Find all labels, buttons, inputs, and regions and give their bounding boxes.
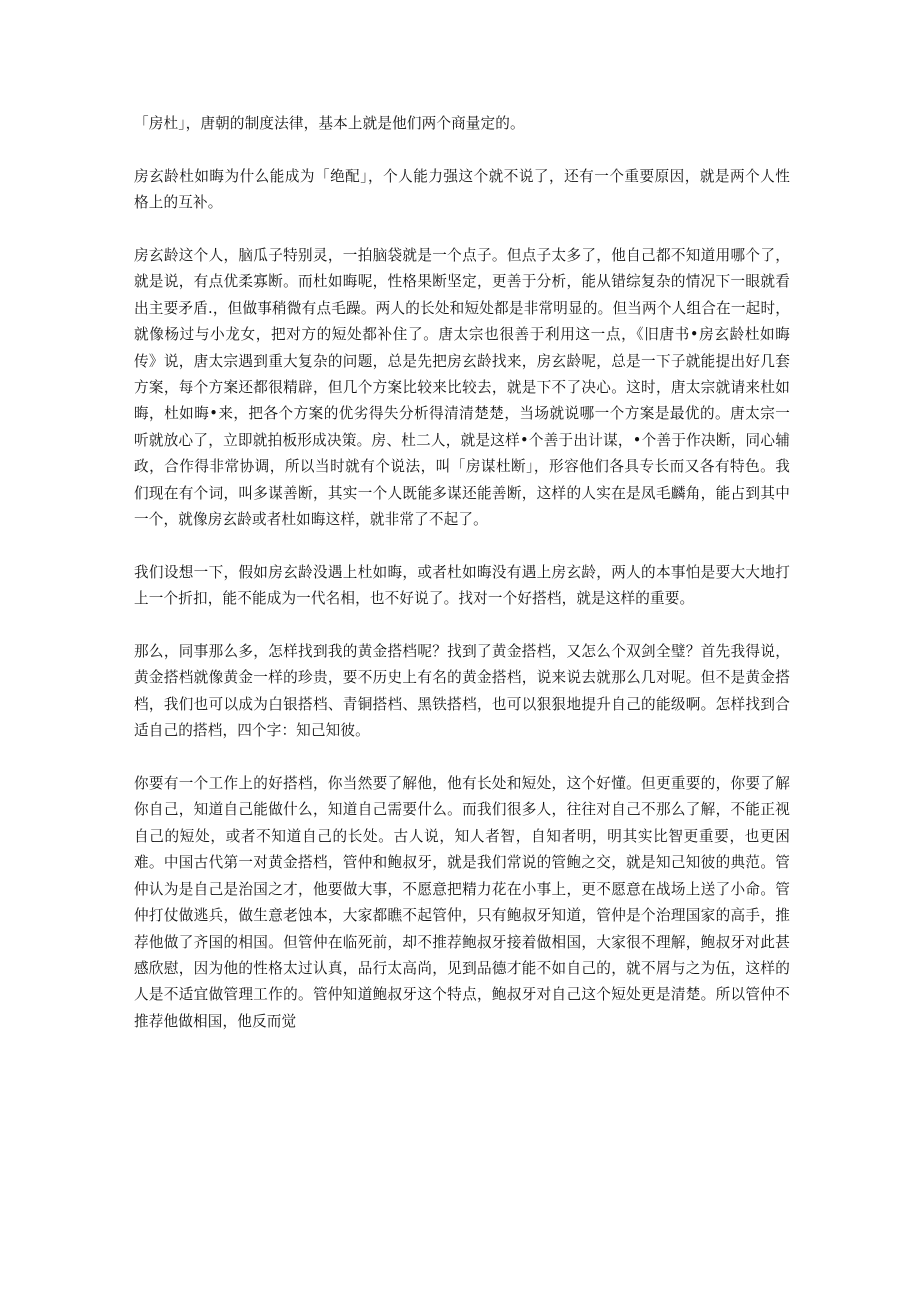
- paragraph: 我们设想一下，假如房玄龄没遇上杜如晦，或者杜如晦没有遇上房玄龄，两人的本事怕是要大大地打上一个折扣，能不能成为一代名相，也不好说了。找对一个好搭档，就是这样的重要。: [134, 563, 790, 608]
- paragraph: 房玄龄这个人，脑瓜子特别灵，一拍脑袋就是一个点子。但点子太多了，他自己都不知道用哪个了，就是说，有点优柔寡断。而杜如晦呢，性格果断坚定，更善于分析，能从错综复杂的情况下一眼就看出主要矛盾.，但做事稍微有点毛躁。两人的长处和短处都是非常明显的。但当两个人组合在一起时，就像杨过与小龙女，把对方的短处都补住了。唐太宗也很善于利用这一点，《旧唐书•房玄龄杜如晦传》说，唐太宗遇到重大复杂的问题，总是先把房玄龄找来，房玄龄呢，总是一下子就能提出好几套方案，每个方案还都很精辟，但几个方案比较来比较去，就是下不了决心。这时，唐太宗就请来杜如晦，杜如晦•来，把各个方案的优劣得失分析得清清楚楚，当场就说哪一个方案是最优的。唐太宗一听就放心了，立即就拍板形成决策。房、杜二人，就是这样•个善于出计谋，•个善于作决断，同心辅政，合作得非常协调，所以当时就有个说法，叫「房谋杜断」，形容他们各具专长而又各有特色。我们现在有个词，叫多谋善断，其实一个人既能多谋还能善断，这样的人实在是凤毛麟角，能占到其中一个，就像房玄龄或者杜如晦这样，就非常了不起了。: [134, 247, 790, 529]
- paragraph: 房玄龄杜如晦为什么能成为「绝配」，个人能力强这个就不说了，还有一个重要原因，就是两个人性格上的互补。: [134, 167, 790, 212]
- document-body: [134, 111, 790, 1035]
- paragraph: 你要有一个工作上的好搭档，你当然要了解他，他有长处和短处，这个好懂。但更重要的，你要了解你自己，知道自己能做什么，知道自己需要什么。而我们很多人，往往对自己不那么了解，不能正视自己的短处，或者不知道自己的长处。古人说，知人者智，自知者明，明其实比智更重要，也更困难。中国古代第一对黄金搭档，管仲和鲍叔牙，就是我们常说的管鲍之交，就是知己知彼的典范。管仲认为是自己是治国之才，他要做大事，不愿意把精力花在小事上，更不愿意在战场上送了小命。管仲打仗做逃兵，做生意老蚀本，大家都瞧不起管仲，只有鲍叔牙知道，管仲是个治理国家的高手，推荐他做了齐国的相国。但管仲在临死前，却不推荐鲍叔牙接着做相国，大家很不理解，鲍叔牙对此甚感欣慰，因为他的性格太过认真，品行太高尚，见到品德才能不如自己的，就不屑与之为伍，这样的人是不适宜做管理工作的。管仲知道鲍叔牙这个特点，鲍叔牙对自己这个短处更是清楚。所以管仲不推荐他做相国，他反而觉: [134, 775, 790, 1030]
- paragraph: 那么，同事那么多，怎样找到我的黄金搭档呢？找到了黄金搭档，又怎么个双剑全璧？首先我得说，黄金搭档就像黄金一样的珍贵，要不历史上有名的黄金搭档，说来说去就那么几对呢。但不是黄金搭档，我们也可以成为白银搭档、青铜搭档、黑铁搭档，也可以狠狠地提升自己的能级啊。怎样找到合适自己的搭档，四个字：知己知彼。: [134, 643, 790, 740]
- paragraph: 「房杜」，唐朝的制度法律，基本上就是他们两个商量定的。: [134, 115, 525, 132]
